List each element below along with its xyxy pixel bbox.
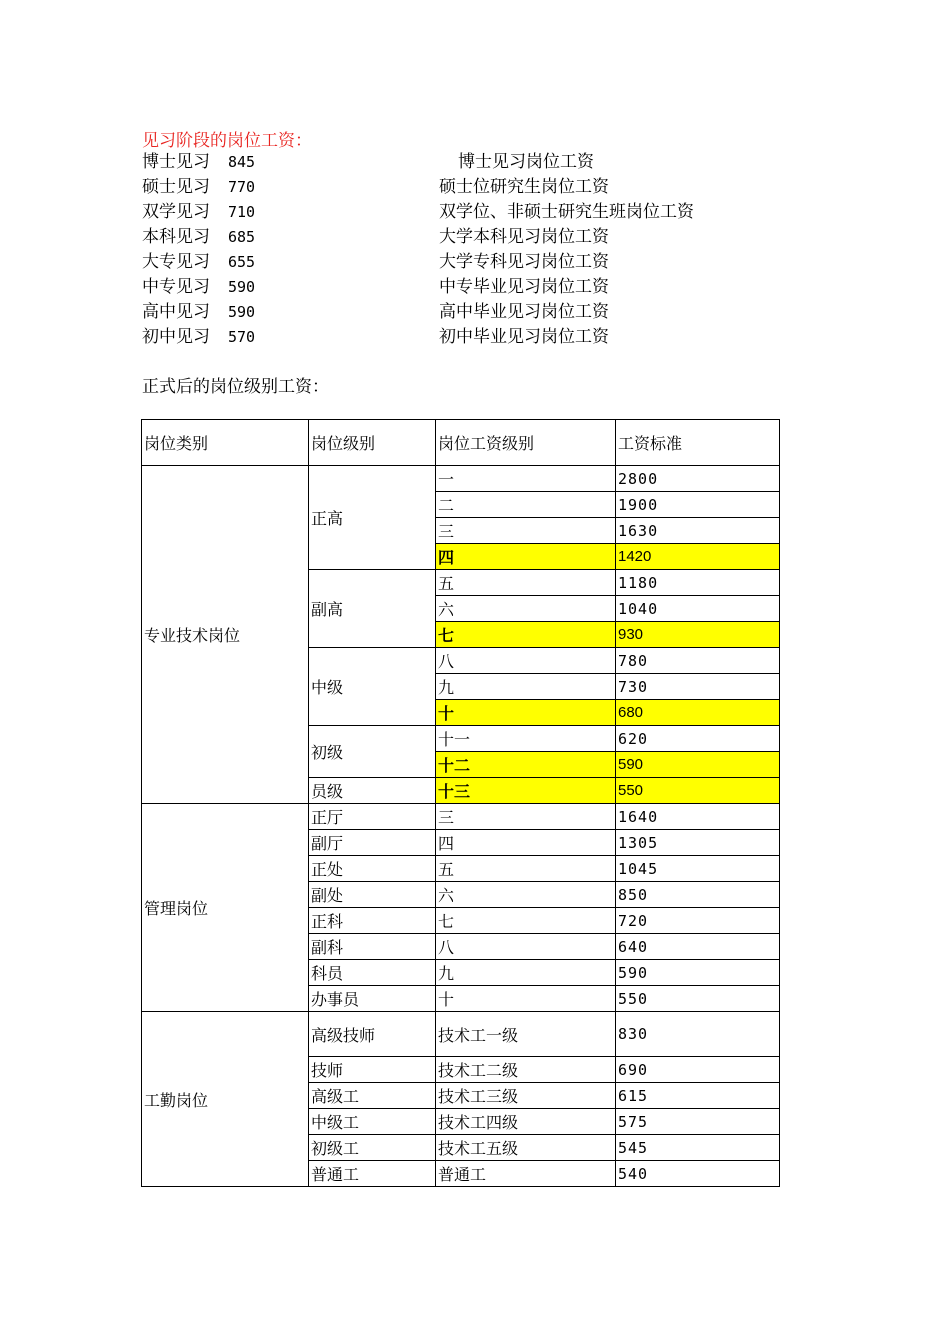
trainee-description: 中专毕业见习岗位工资 <box>439 277 609 297</box>
salary-cell: 550 <box>616 986 780 1012</box>
trainee-row <box>142 150 782 175</box>
level-cell: 中级工 <box>309 1109 436 1135</box>
salary-cell: 930 <box>616 622 780 648</box>
salary-cell: 1040 <box>616 596 780 622</box>
trainee-level: 初中见习 <box>142 327 210 347</box>
salary-cell: 720 <box>616 908 780 934</box>
salary-cell: 550 <box>616 778 780 804</box>
trainee-amount: 770 <box>228 178 256 196</box>
salary-cell: 545 <box>616 1135 780 1161</box>
grade-cell: 十三 <box>436 778 616 804</box>
trainee-amount: 710 <box>228 203 256 221</box>
grade-cell: 十一 <box>436 726 616 752</box>
grade-cell: 六 <box>436 882 616 908</box>
trainee-row <box>142 250 782 275</box>
trainee-level: 博士见习 <box>142 152 210 172</box>
grade-cell: 七 <box>436 622 616 648</box>
pro-level: 中级 <box>309 648 436 726</box>
level-cell: 初级工 <box>309 1135 436 1161</box>
trainee-row <box>142 325 782 350</box>
grade-cell: 四 <box>436 830 616 856</box>
level-cell: 技师 <box>309 1057 436 1083</box>
salary-cell: 780 <box>616 648 780 674</box>
salary-cell: 590 <box>616 752 780 778</box>
header-row <box>142 420 780 466</box>
grade-cell: 十二 <box>436 752 616 778</box>
trainee-description: 双学位、非硕士研究生班岗位工资 <box>439 202 694 222</box>
level-cell: 普通工 <box>309 1161 436 1187</box>
grade-cell: 五 <box>436 856 616 882</box>
trainee-amount: 655 <box>228 253 256 271</box>
trainee-description: 高中毕业见习岗位工资 <box>439 302 609 322</box>
level-cell: 正科 <box>309 908 436 934</box>
salary-cell: 640 <box>616 934 780 960</box>
trainee-list <box>142 150 782 350</box>
trainee-level: 中专见习 <box>142 277 210 297</box>
grade-cell: 四 <box>436 544 616 570</box>
grade-cell: 三 <box>436 518 616 544</box>
table-row <box>142 1012 780 1057</box>
header-cell: 工资标准 <box>616 420 780 466</box>
table-row <box>142 804 780 830</box>
salary-cell: 730 <box>616 674 780 700</box>
grade-cell: 三 <box>436 804 616 830</box>
pro-level: 副高 <box>309 570 436 648</box>
trainee-description: 硕士位研究生岗位工资 <box>439 177 609 197</box>
salary-table <box>141 419 780 1187</box>
level-cell: 高级工 <box>309 1083 436 1109</box>
header-cell: 岗位类别 <box>142 420 309 466</box>
table-row <box>142 466 780 492</box>
grade-cell: 十 <box>436 986 616 1012</box>
trainee-amount: 845 <box>228 153 256 171</box>
trainee-level: 高中见习 <box>142 302 210 322</box>
salary-cell: 540 <box>616 1161 780 1187</box>
level-cell: 副处 <box>309 882 436 908</box>
trainee-amount: 570 <box>228 328 256 346</box>
trainee-row <box>142 275 782 300</box>
level-cell: 正厅 <box>309 804 436 830</box>
grade-cell: 五 <box>436 570 616 596</box>
salary-cell: 850 <box>616 882 780 908</box>
grade-cell: 技术工三级 <box>436 1083 616 1109</box>
category-worker: 工勤岗位 <box>142 1012 309 1187</box>
level-cell: 正处 <box>309 856 436 882</box>
pro-level: 正高 <box>309 466 436 570</box>
salary-cell: 690 <box>616 1057 780 1083</box>
grade-cell: 普通工 <box>436 1161 616 1187</box>
trainee-level: 硕士见习 <box>142 177 210 197</box>
trainee-amount: 590 <box>228 278 256 296</box>
salary-cell: 1305 <box>616 830 780 856</box>
trainee-description: 大学专科见习岗位工资 <box>439 252 609 272</box>
header-cell: 岗位工资级别 <box>436 420 616 466</box>
grade-cell: 技术工二级 <box>436 1057 616 1083</box>
grade-cell: 技术工五级 <box>436 1135 616 1161</box>
grade-cell: 技术工一级 <box>436 1012 616 1057</box>
level-cell: 副厅 <box>309 830 436 856</box>
salary-cell: 830 <box>616 1012 780 1057</box>
trainee-level: 双学见习 <box>142 202 210 222</box>
salary-cell: 1640 <box>616 804 780 830</box>
trainee-description: 初中毕业见习岗位工资 <box>439 327 609 347</box>
trainee-level: 本科见习 <box>142 227 210 247</box>
grade-cell: 九 <box>436 960 616 986</box>
trainee-row <box>142 175 782 200</box>
grade-cell: 九 <box>436 674 616 700</box>
salary-cell: 1900 <box>616 492 780 518</box>
grade-cell: 技术工四级 <box>436 1109 616 1135</box>
grade-cell: 七 <box>436 908 616 934</box>
trainee-description: 大学本科见习岗位工资 <box>439 227 609 247</box>
salary-cell: 680 <box>616 700 780 726</box>
salary-cell: 1045 <box>616 856 780 882</box>
trainee-row <box>142 200 782 225</box>
grade-cell: 十 <box>436 700 616 726</box>
grade-cell: 二 <box>436 492 616 518</box>
pro-level: 员级 <box>309 778 436 804</box>
grade-cell: 一 <box>436 466 616 492</box>
pro-level: 初级 <box>309 726 436 778</box>
category-management: 管理岗位 <box>142 804 309 1012</box>
trainee-heading: 见习阶段的岗位工资： <box>142 131 312 151</box>
salary-cell: 1630 <box>616 518 780 544</box>
grade-cell: 八 <box>436 934 616 960</box>
category-professional: 专业技术岗位 <box>142 466 309 804</box>
trainee-amount: 685 <box>228 228 256 246</box>
trainee-row <box>142 225 782 250</box>
salary-cell: 590 <box>616 960 780 986</box>
salary-cell: 575 <box>616 1109 780 1135</box>
salary-cell: 1420 <box>616 544 780 570</box>
trainee-description: 博士见习岗位工资 <box>458 152 594 172</box>
salary-cell: 615 <box>616 1083 780 1109</box>
level-cell: 科员 <box>309 960 436 986</box>
trainee-level: 大专见习 <box>142 252 210 272</box>
trainee-amount: 590 <box>228 303 256 321</box>
level-cell: 办事员 <box>309 986 436 1012</box>
salary-cell: 2800 <box>616 466 780 492</box>
formal-heading: 正式后的岗位级别工资： <box>142 377 329 397</box>
header-cell: 岗位级别 <box>309 420 436 466</box>
salary-cell: 1180 <box>616 570 780 596</box>
level-cell: 副科 <box>309 934 436 960</box>
salary-cell: 620 <box>616 726 780 752</box>
trainee-row <box>142 300 782 325</box>
level-cell: 高级技师 <box>309 1012 436 1057</box>
grade-cell: 六 <box>436 596 616 622</box>
grade-cell: 八 <box>436 648 616 674</box>
